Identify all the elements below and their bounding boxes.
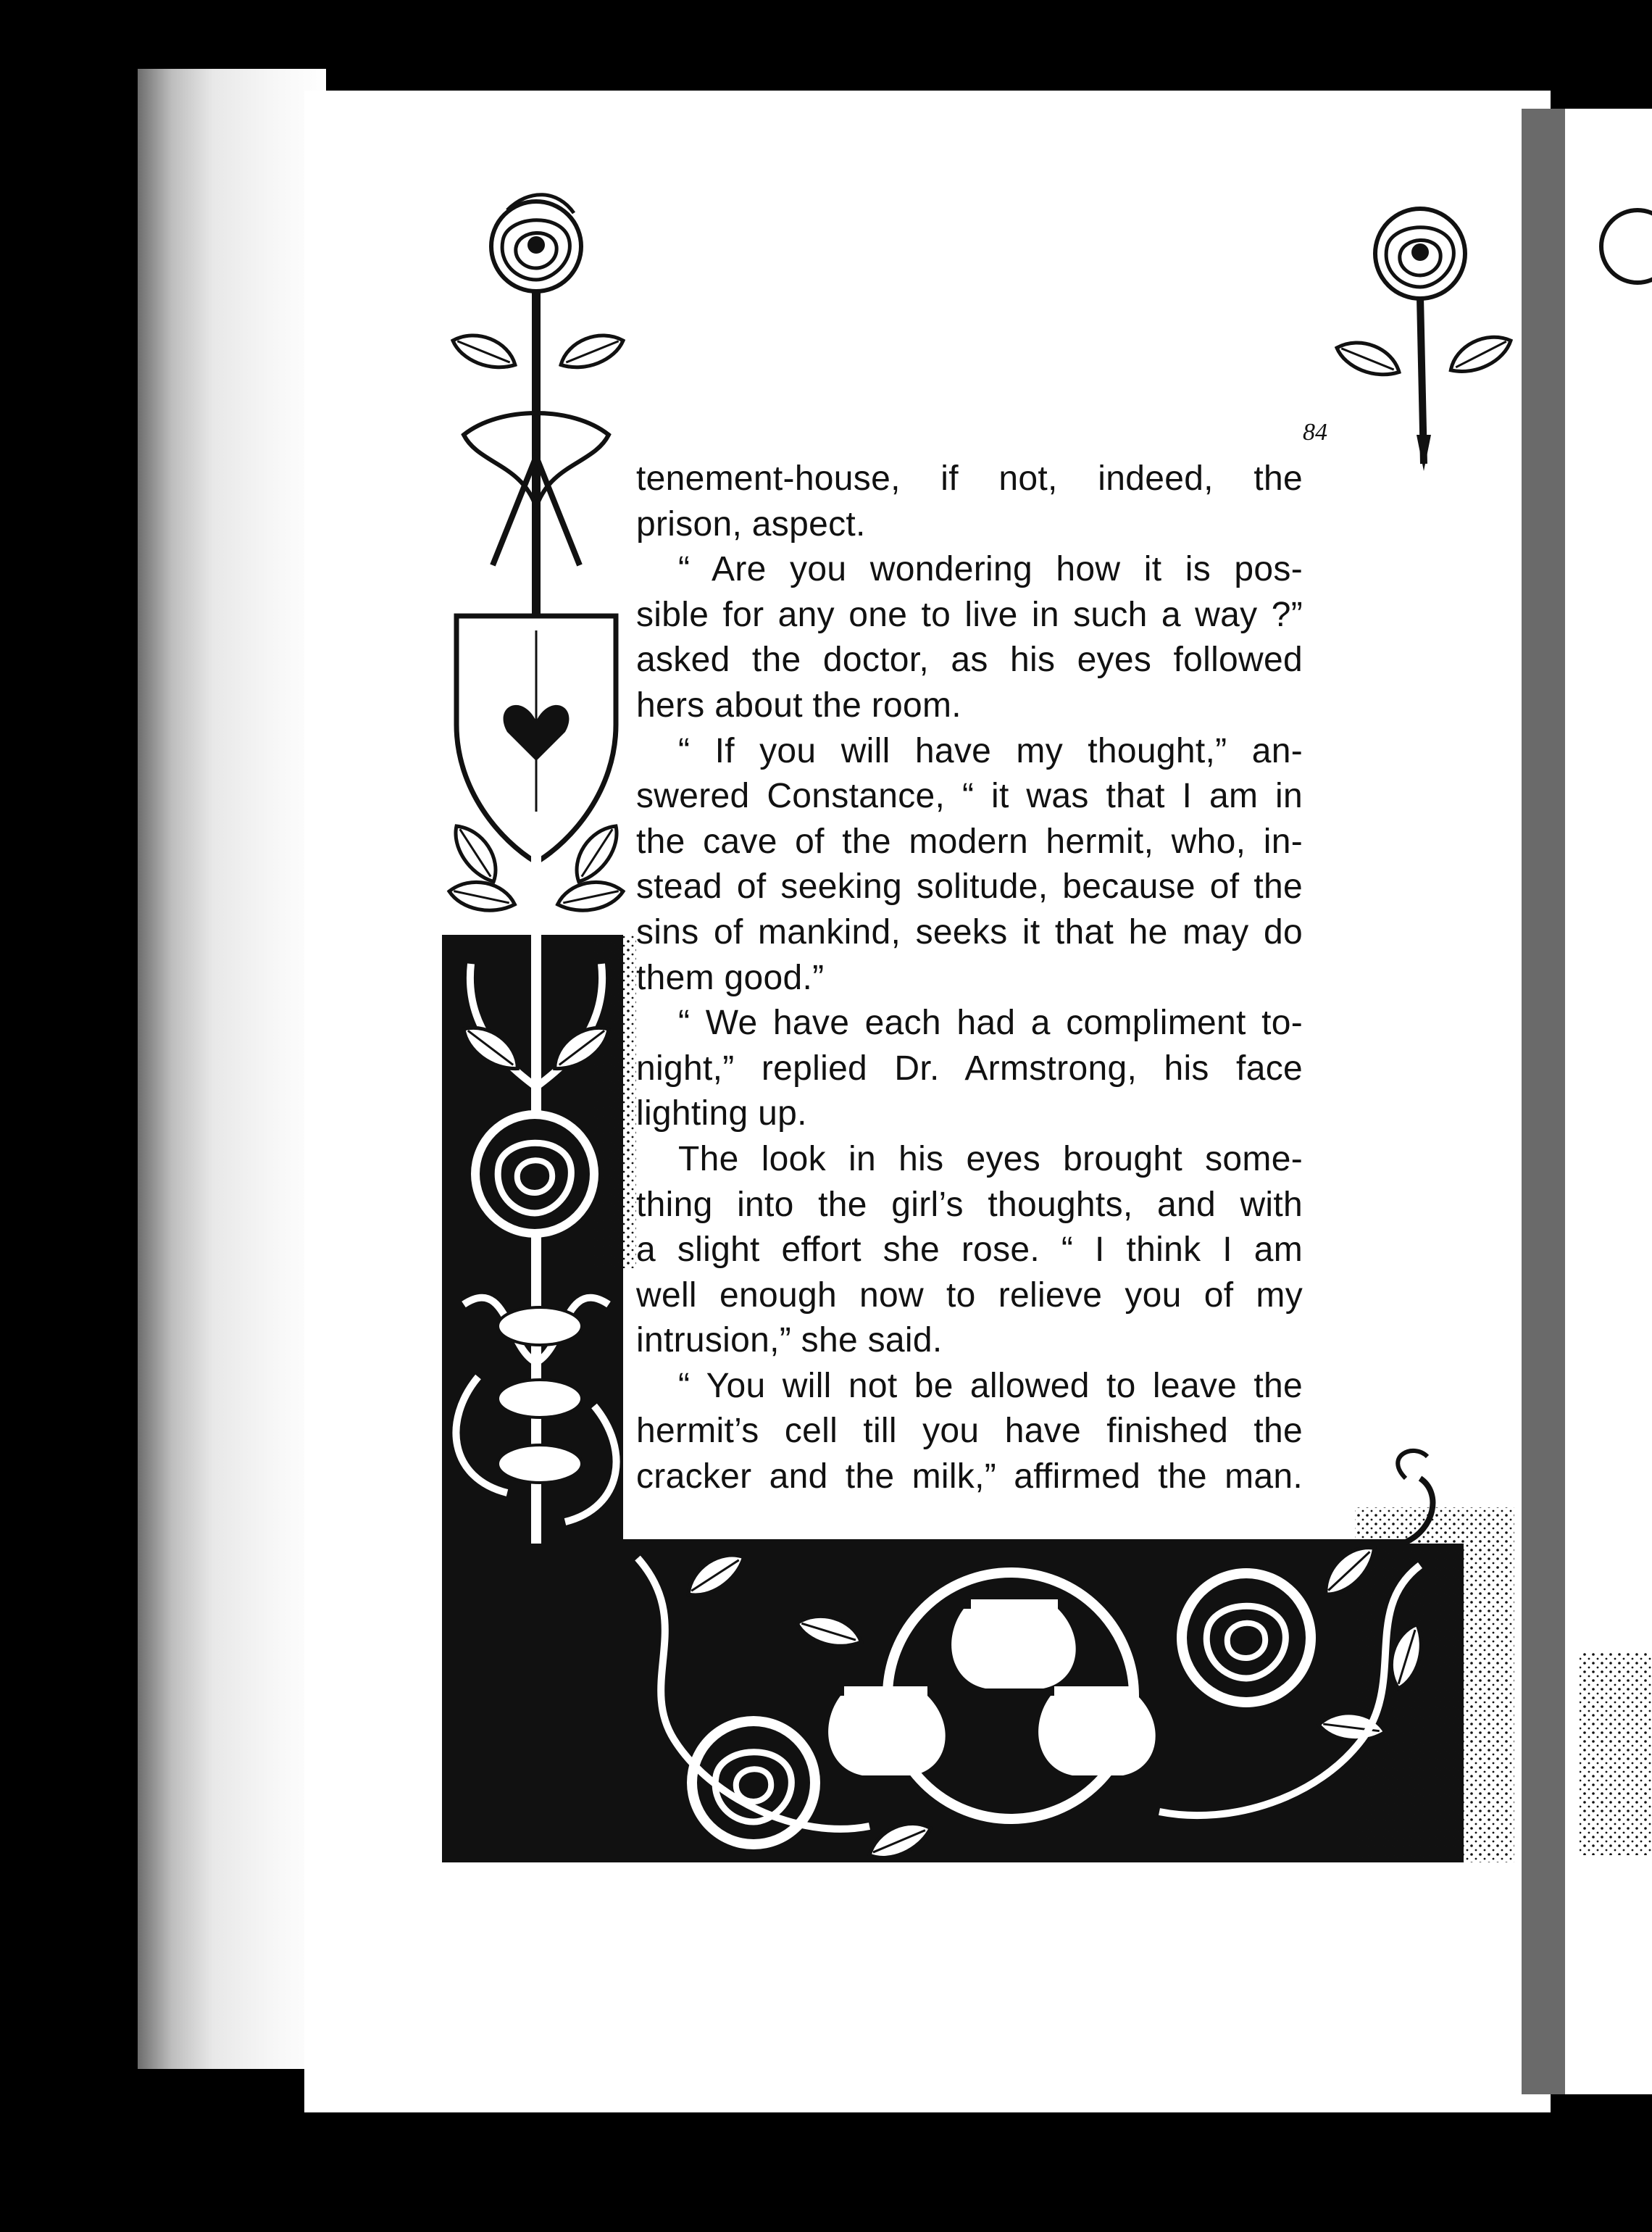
body-text	[636, 457, 1303, 1500]
heart-shield-icon	[456, 616, 616, 862]
text-line: hers about the room.	[636, 686, 961, 725]
rose-icon	[1332, 209, 1516, 471]
text-line: The look in his eyes brought some-	[678, 1139, 1303, 1178]
text-line: cracker and the milk,” affirmed the man.	[636, 1457, 1303, 1496]
text-line: sins of mankind, seeks it that he may do	[636, 912, 1303, 951]
text-line: stead of seeking solitude, because of the	[636, 867, 1303, 907]
text-line: “ We have each had a compliment to-	[678, 1004, 1303, 1043]
text-line: hermit’s cell till you have finished the	[636, 1412, 1303, 1451]
text-line: “ If you will have my thought,” an-	[678, 731, 1303, 770]
text-line: them good.”	[636, 958, 825, 997]
text-line: “ You will not be allowed to leave the	[678, 1366, 1303, 1405]
text-line: a slight effort she rose. “ I think I am	[636, 1230, 1303, 1270]
text-line: intrusion,” she said.	[636, 1321, 943, 1360]
page-number: 84	[1303, 419, 1327, 446]
text-line: swered Constance, “ it was that I am in	[636, 777, 1303, 816]
text-line: well enough now to relieve you of my	[636, 1275, 1303, 1315]
text-line: thing into the girl’s thoughts, and with	[636, 1185, 1303, 1224]
facing-page-ornament-icon	[1580, 210, 1652, 1855]
text-line: asked the doctor, as his eyes followed	[636, 641, 1303, 680]
top-left-rose-icon	[491, 195, 581, 291]
text-line: the cave of the modern hermit, who, in-	[636, 822, 1303, 861]
text-line: night,” replied Dr. Armstrong, his face	[636, 1049, 1303, 1088]
text-line: tenement-house, if not, indeed, the	[636, 459, 1303, 498]
left-border-rose-icon	[471, 1110, 598, 1238]
text-line: “ Are you wondering how it is pos-	[678, 550, 1303, 589]
text-line: lighting up.	[636, 1094, 807, 1133]
text-line: prison, aspect.	[636, 504, 866, 544]
text-line: sible for any one to live in such a way ?”	[636, 595, 1303, 634]
